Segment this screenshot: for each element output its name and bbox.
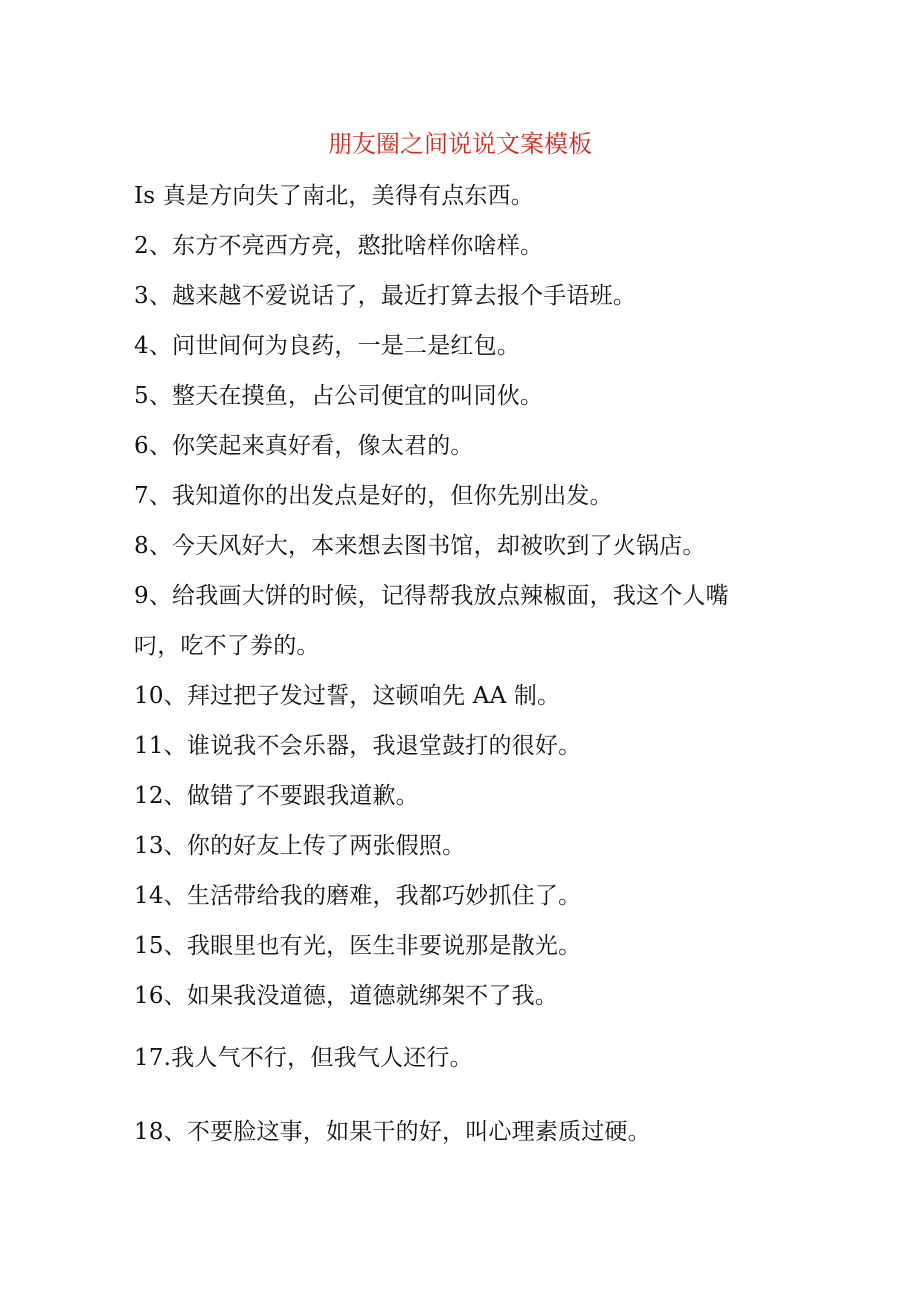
list-item: 18、不要脸这事，如果干的好，叫心理素质过硬。 (134, 1119, 651, 1145)
list-item: 17.我人气不行，但我气人还行。 (134, 1045, 473, 1071)
list-item: 8、今天风好大，本来想去图书馆，却被吹到了火锅店。 (134, 533, 706, 559)
list-item: 2、东方不亮西方亮，憨批啥样你啥样。 (134, 233, 544, 259)
page-title: 朋友圈之间说说文案模板 (328, 130, 592, 158)
list-item: 12、做错了不要跟我道歉。 (134, 783, 419, 809)
list-item: 4、问世间何为良药，一是二是红包。 (134, 333, 521, 359)
list-item: 11、谁说我不会乐器，我退堂鼓打的很好。 (134, 733, 582, 759)
list-item: 14、生活带给我的磨难，我都巧妙抓住了。 (134, 883, 582, 909)
list-item: 9、给我画大饼的时候，记得帮我放点辣椒面，我这个人嘴 (134, 583, 729, 609)
list-item: 6、你笑起来真好看，像太君的。 (134, 433, 474, 459)
list-item-continuation: 叼，吃不了劵的。 (134, 633, 320, 659)
list-item: 10、拜过把子发过誓，这顿咱先 AA 制。 (134, 683, 561, 709)
list-item: 16、如果我没道德，道德就绑架不了我。 (134, 983, 559, 1009)
list-item: 3、越来越不爱说话了，最近打算去报个手语班。 (134, 283, 637, 309)
list-item: 5、整天在摸鱼，占公司便宜的叫同伙。 (134, 383, 544, 409)
list-item: Is 真是方向失了南北，美得有点东西。 (134, 183, 534, 209)
list-item: 7、我知道你的出发点是好的，但你先别出发。 (134, 483, 613, 509)
list-item: 15、我眼里也有光，医生非要说那是散光。 (134, 933, 582, 959)
list-item: 13、你的好友上传了两张假照。 (134, 833, 466, 859)
